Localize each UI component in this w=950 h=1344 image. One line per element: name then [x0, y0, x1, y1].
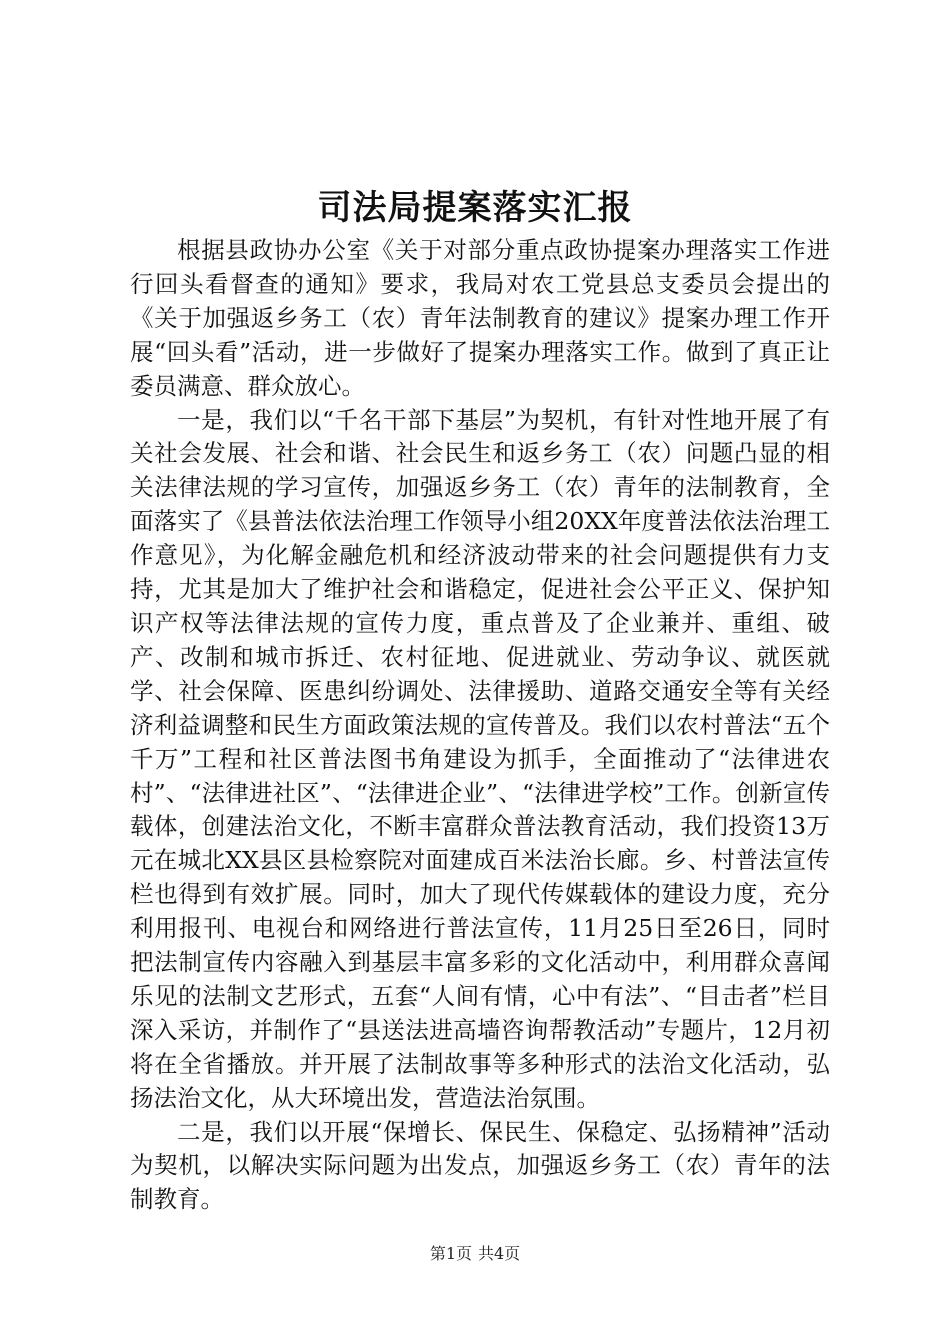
paragraph-second-point: 二是，我们以开展“保增长、保民生、保稳定、弘扬精神”活动为契机，以解决实际问题为出发点，加强返乡务工（农）青年的法制教育。 — [130, 1117, 830, 1214]
page-footer — [0, 1243, 950, 1265]
page-total: 共4页 — [478, 1244, 521, 1263]
document-body — [130, 234, 830, 1217]
document-title: 司法局提案落实汇报 — [317, 188, 633, 228]
paragraph-first-point: 一是，我们以“千名干部下基层”为契机，有针对性地开展了有关社会发展、社会和谐、社会民生和返乡务工（农）问题凸显的相关法律法规的学习宣传，加强返乡务工（农）青年的法制教育，全面落实了《县普法依法治理工作领导小组20XX年度普法依法治理工作意见》，为化解金融危机和经济波动带来的社会问题提供有力支持，尤其是加大了维护社会和谐稳定，促进社会公平正义、保护知识产权等法律法规的宣传力度，重点普及了企业兼并、重组、破产、改制和城市拆迁、农村征地、促进就业、劳动争议、就医就学、社会保障、医患纠纷调处、法律援助、道路交通安全等有关经济利益调整和民生方面政策法规的宣传普及。我们以农村普法“五个千万”工程和社区普法图书角建设为抓手，全面推动了“法律进农村”、“法律进社区”、“法律进企业”、“法律进学校”工作。创新宣传载体，创建法治文化，不断丰富群众普法教育活动，我们投资13万元在城北XX县区县检察院对面建成百米法治长廊。乡、村普法宣传栏也得到有效扩展。同时，加大了现代传媒载体的建设力度，充分利用报刊、电视台和网络进行普法宣传，11月25日至26日，同时把法制宣传内容融入到基层丰富多彩的文化活动中，利用群众喜闻乐见的法制文艺形式，五套“人间有情，心中有法”、“目击者”栏目深入采访，并制作了“县送法进高墙咨询帮教活动”专题片，12月初将在全省播放。并开展了法制故事等多种形式的法治文化活动，弘扬法治文化，从大环境出发，营造法治氛围。 — [130, 405, 830, 1112]
page-number: 第1页 — [429, 1244, 472, 1263]
paragraph-intro: 根据县政协办公室《关于对部分重点政协提案办理落实工作进行回头看督查的通知》要求，我局对农工党县总支委员会提出的《关于加强返乡务工（农）青年法制教育的建议》提案办理工作开展“回头看”活动，进一步做好了提案办理落实工作。做到了真正让委员满意、群众放心。 — [130, 236, 830, 400]
